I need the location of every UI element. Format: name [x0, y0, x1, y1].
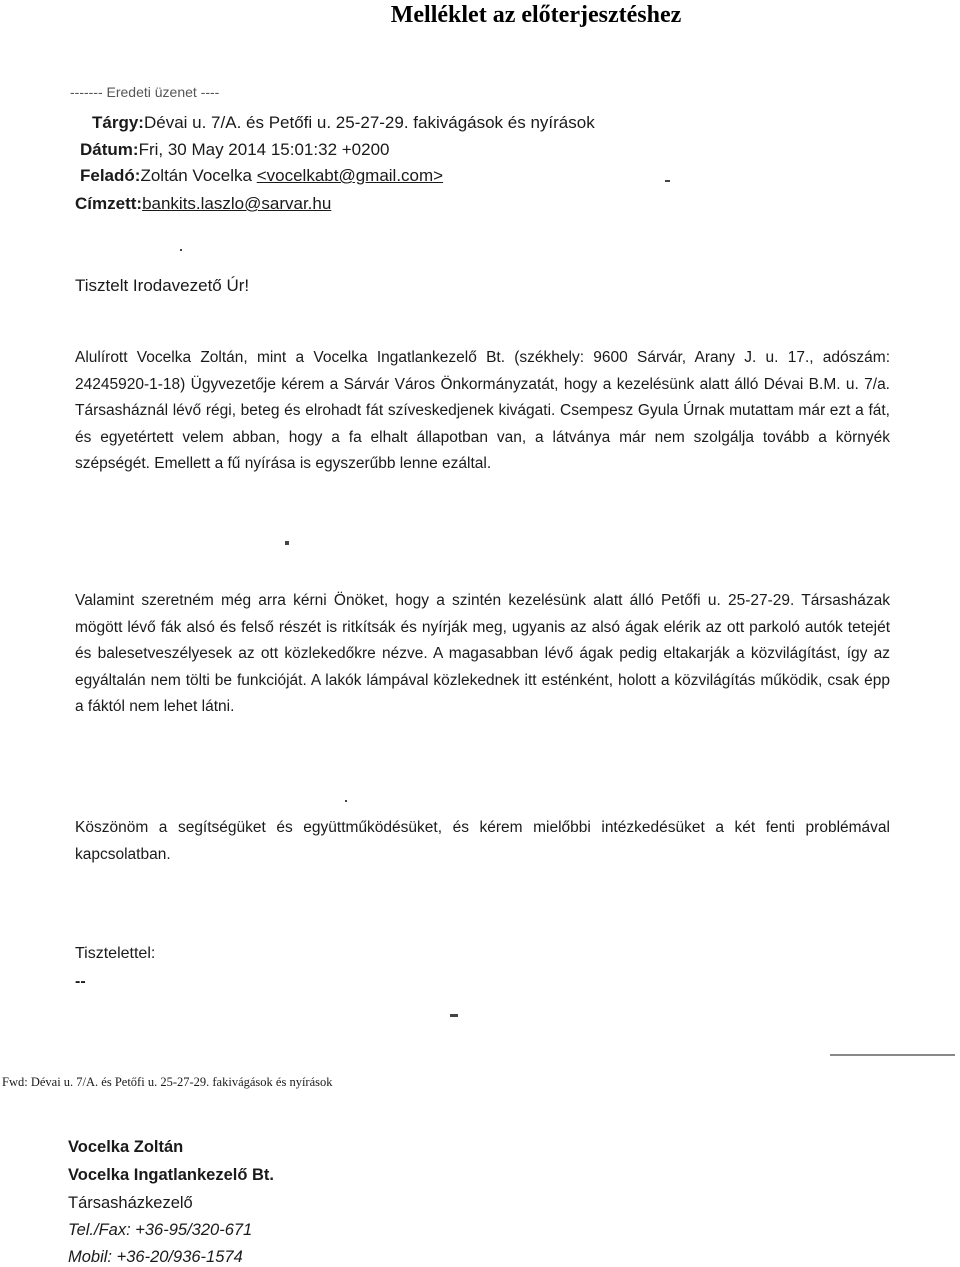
paragraph-thanks: Köszönöm a segítségüket és együttműködésüket, és kérem mielőbbi intézkedésüket a két fenti problémával kapcsolatban.	[75, 819, 890, 863]
attachment-title: Melléklet az előterjesztéshez	[390, 2, 682, 28]
scan-speck	[345, 800, 347, 802]
email-to-row	[75, 194, 331, 214]
original-message-line: ------- Eredeti üzenet ----	[70, 84, 220, 100]
salutation: Tisztelt Irodavezető Úr!	[75, 276, 250, 295]
signature-separator: --	[75, 973, 86, 990]
email-date: Fri, 30 May 2014 15:01:32 +0200	[138, 140, 390, 159]
signature-phone: Tel./Fax: +36-95/320-671	[68, 1221, 253, 1239]
signature-role: Társasházkezelő	[68, 1194, 193, 1212]
sender-name: Zoltán Vocelka	[140, 166, 252, 185]
scan-speck	[285, 541, 289, 545]
paragraph-tree-removal: Alulírott Vocelka Zoltán, mint a Vocelka Ingatlankezelő Bt. (székhely: 9600 Sárvár, Arany J. u. 17., adószám: 24245920-1-18) Ügyvezetője kérem a Sárvár Város Önkormányzatát, hogy a kezelésünk alatt álló Dévai B.M. u. 7/a. Társasháznál lévő régi, beteg és elrohadt fát szíveskedjenek kivágati. Csempesz Gyula Úrnak mutattam már ezt a fát, és egyetértett velem abban, hogy a fa elhalt állapotban van, a látványa már nem szolgálja tovább a környék szépségét. Emellett a fű nyírása is egyszerűbb lenne ezáltal.	[75, 349, 890, 472]
email-from-row	[80, 166, 443, 186]
to-label: Címzett:	[75, 194, 143, 213]
scan-speck	[180, 249, 182, 251]
sender-email-link[interactable]: <vocelkabt@gmail.com>	[256, 166, 444, 185]
closing: Tisztelettel:	[75, 945, 156, 962]
email-date-row	[80, 140, 390, 160]
signature-name: Vocelka Zoltán	[68, 1138, 184, 1156]
recipient-email-link[interactable]: bankits.laszlo@sarvar.hu	[142, 194, 332, 213]
from-label: Feladó:	[80, 166, 141, 185]
signature-company: Vocelka Ingatlankezelő Bt.	[68, 1166, 275, 1184]
email-subject-row	[92, 113, 595, 133]
paragraph-tree-pruning: Valamint szeretném még arra kérni Önöket, hogy a szintén kezelésünk alatt álló Petőfi u. 25-27-29. Társasházak mögött lévő fák alsó és felső részét is ritkítsák és nyírják meg, ugyanis az alsó ágak elérik az ott parkoló autók tetejét és balesetveszélyesek az ott közlekedőkre nézve. A magasabban lévő ágak pedig eltakarják a közvilágítást, így az egyáltalán nem tölti be funkcióját. A lakók lámpával közlekednek itt esténként, holott a közvilágítás működik, csak épp a fáktól nem lehet látni.	[75, 592, 890, 715]
forward-subject-line: Fwd: Dévai u. 7/A. és Petőfi u. 25-27-29. fakivágások és nyírások	[2, 1075, 333, 1089]
signature-mobile: Mobil: +36-20/936-1574	[68, 1248, 243, 1266]
date-label: Dátum:	[80, 140, 139, 159]
scan-speck	[450, 1014, 458, 1017]
scan-speck	[830, 1054, 955, 1056]
email-subject: Dévai u. 7/A. és Petőfi u. 25-27-29. fakivágások és nyírások	[143, 113, 595, 132]
scan-speck	[665, 180, 670, 182]
subject-label: Tárgy:	[92, 113, 144, 132]
